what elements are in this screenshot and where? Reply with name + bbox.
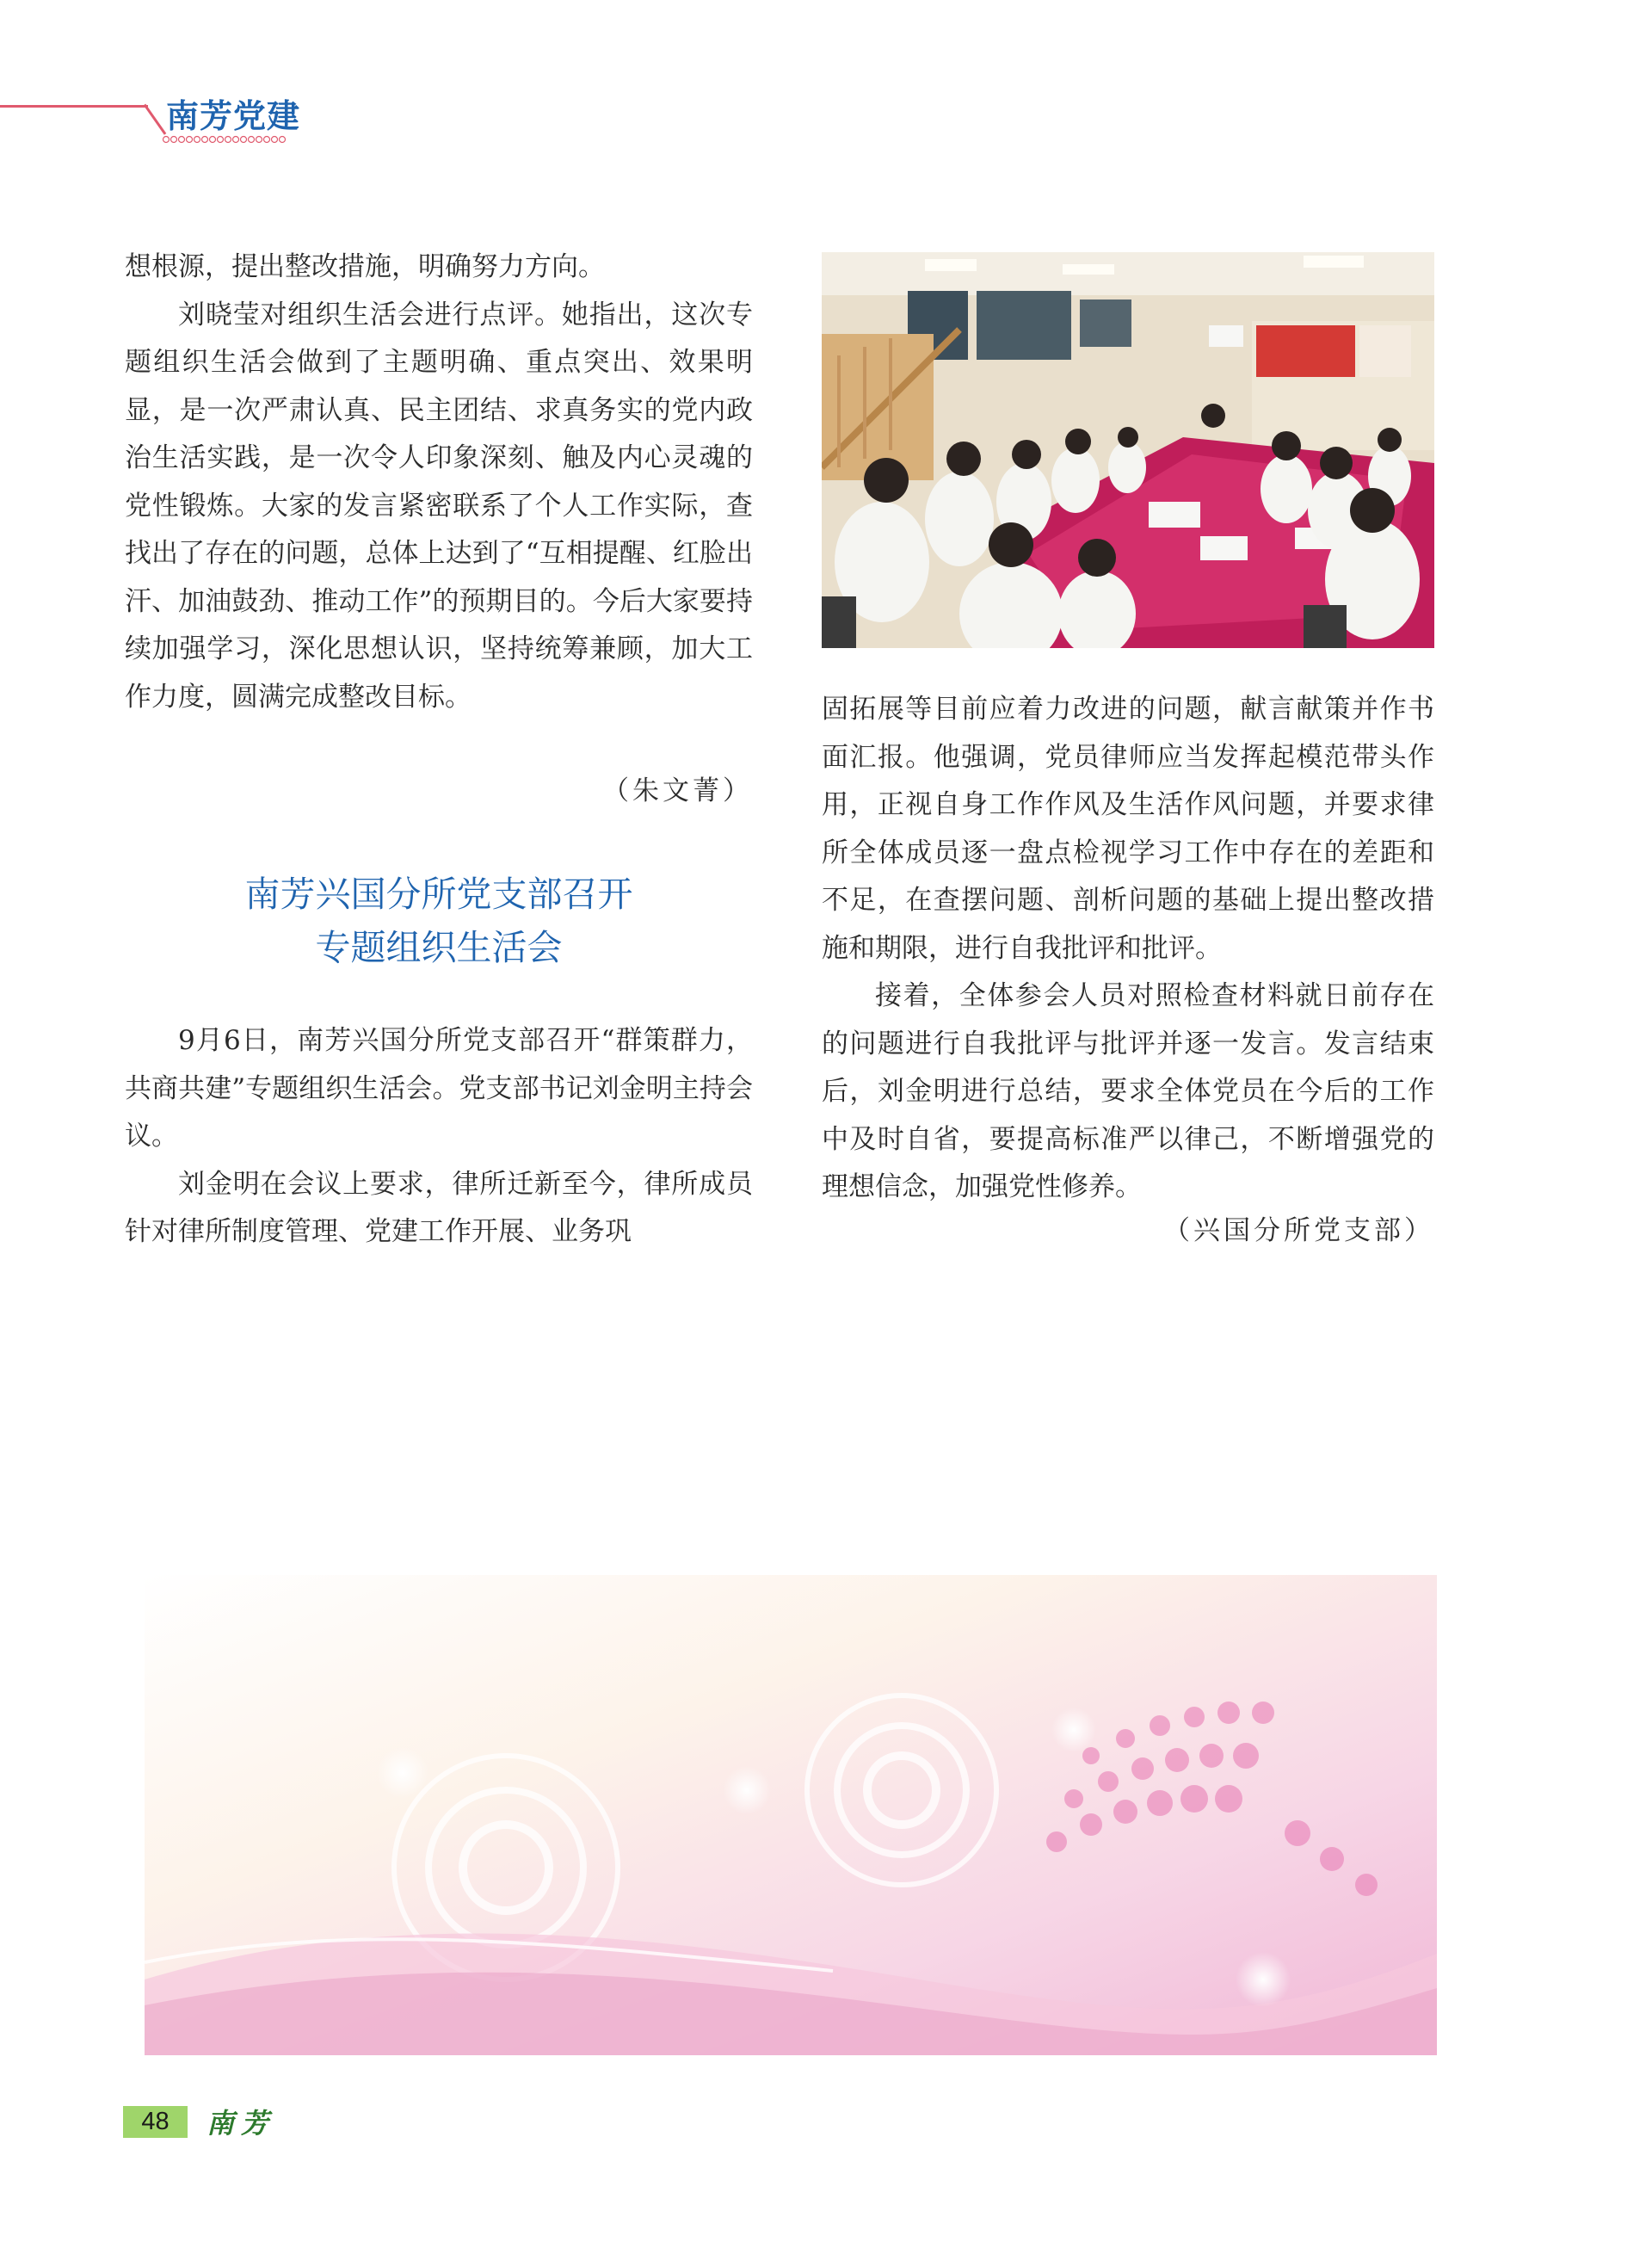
article-body-left	[125, 1017, 753, 1257]
article-body-right	[822, 686, 1434, 1212]
body-paragraph: 接着，全体参会人员对照检查材料就日前存在的问题进行自我批评与批评并逐一发言。发言结束后，刘金明进行总结，要求全体党员在今后的工作中及时自省，要提高标准严以律己，不断增强党的理想信念，加强党性修养。	[822, 980, 1434, 1202]
headline-line-1: 南芳兴国分所党支部召开	[244, 874, 633, 915]
meeting-photo	[822, 252, 1434, 648]
article-continuation	[125, 244, 753, 721]
headline-line-2: 专题组织生活会	[315, 927, 563, 968]
header-rule	[0, 105, 148, 108]
body-paragraph: 想根源，提出整改措施，明确努力方向。	[125, 251, 605, 282]
byline-author: （朱文菁）	[602, 775, 753, 806]
header-rule-slant	[144, 104, 167, 135]
body-paragraph: 固拓展等目前应着力改进的问题，献言献策并作书面汇报。他强调，党员律师应当发挥起模范带头作用，正视自身工作作风及生活作风问题，并要求律所全体成员逐一盘点检视学习工作中存在的差距和不足，在查摆问题、剖析问题的基础上提出整改措施和期限，进行自我批评和批评。	[822, 694, 1434, 964]
byline-author: （兴国分所党支部）	[1163, 1215, 1434, 1246]
page-number: 48	[123, 2106, 188, 2138]
body-paragraph: 刘金明在会议上要求，律所迁新至今，律所成员针对律所制度管理、党建工作开展、业务巩	[125, 1168, 753, 1247]
article-headline	[125, 868, 753, 974]
running-header-title: 南芳党建	[166, 97, 301, 135]
magazine-name: 南芳	[206, 2107, 276, 2140]
header-dot-ornament	[162, 135, 291, 144]
body-paragraph: 9月6日，南芳兴国分所党支部召开“群策群力，共商共建”专题组织生活会。党支部书记刘金明主持会议。	[125, 1025, 753, 1152]
body-paragraph: 刘晓莹对组织生活会进行点评。她指出，这次专题组织生活会做到了主题明确、重点突出、效果明显，是一次严肃认真、民主团结、求真务实的党内政治生活实践，是一次令人印象深刻、触及内心灵魂的党性锻炼。大家的发言紧密联系了个人工作实际，查找出了存在的问题，总体上达到了“互相提醒、红脸出汗、加油鼓劲、推动工作”的预期目的。今后大家要持续加强学习，深化思想认识，坚持统筹兼顾，加大工作力度，圆满完成整改目标。	[125, 299, 753, 713]
decorative-background	[145, 1575, 1437, 2055]
